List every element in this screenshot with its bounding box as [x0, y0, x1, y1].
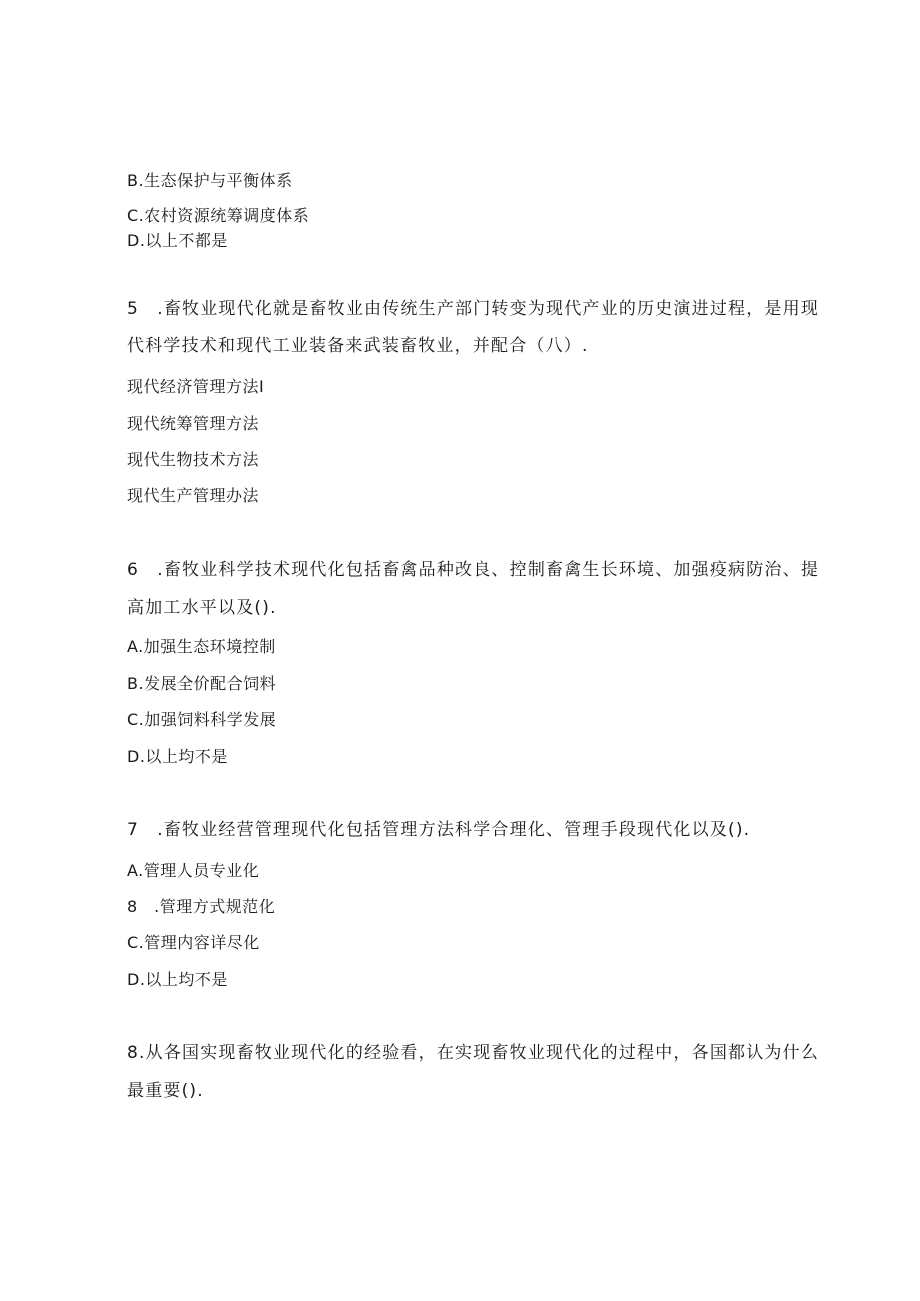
q7-stem-line1: 7 .畜牧业经营管理现代化包括管理方法科学合理化、管理手段现代化以及(). [127, 820, 751, 840]
q4-option-d: D.以上不都是 [127, 231, 228, 250]
q5-option-3: 现代生物技术方法 [127, 450, 260, 469]
q8-stem-line2: 最重要(). [127, 1081, 204, 1101]
q7-option-d: D.以上均不是 [127, 970, 228, 989]
q5-option-1: 现代经济管理方法I [127, 377, 265, 396]
q6-stem-line1: 6 .畜牧业科学技术现代化包括畜禽品种改良、控制畜禽生长环境、加强疫病防治、提 [127, 560, 820, 580]
q5-stem-line2: 代科学技术和现代工业装备来武装畜牧业，并配合（八）. [127, 336, 589, 356]
q5-option-2: 现代统筹管理方法 [127, 414, 260, 433]
q7-option-a: A.管理人员专业化 [127, 861, 260, 880]
q4-option-c: C.农村资源统筹调度体系 [127, 206, 310, 225]
q6-option-a: A.加强生态环境控制 [127, 637, 276, 656]
q7-option-c: C.管理内容详尽化 [127, 933, 260, 952]
q6-stem-line2: 高加工水平以及(). [127, 598, 277, 618]
q4-option-b: B.生态保护与平衡体系 [127, 171, 293, 190]
q5-stem-line1: 5 .畜牧业现代化就是畜牧业由传统生产部门转变为现代产业的历史演进过程，是用现 [127, 299, 820, 319]
q6-option-d: D.以上均不是 [127, 747, 228, 766]
q6-option-c: C.加强饲料科学发展 [127, 710, 277, 729]
q5-option-4: 现代生产管理办法 [127, 486, 260, 505]
q7-option-b: 8 .管理方式规范化 [127, 897, 276, 916]
q8-stem-line1: 8.从各国实现畜牧业现代化的经验看，在实现畜牧业现代化的过程中，各国都认为什么 [127, 1043, 820, 1063]
q6-option-b: B.发展全价配合饲料 [127, 674, 277, 693]
